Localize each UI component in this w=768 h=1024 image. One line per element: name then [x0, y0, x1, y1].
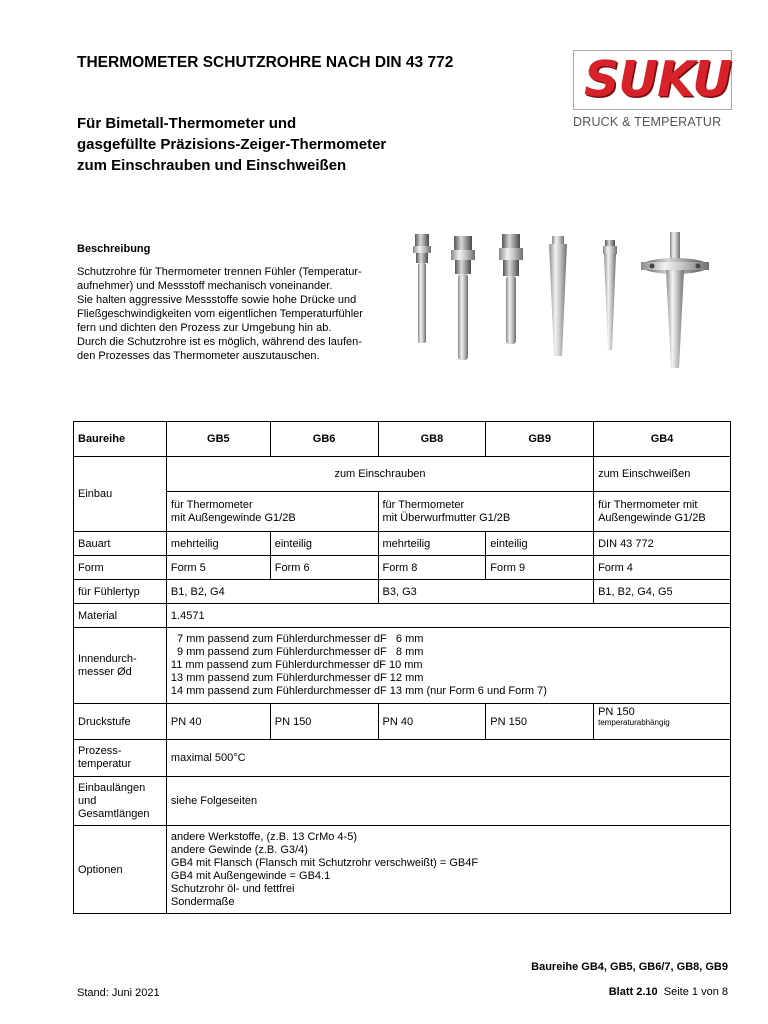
- table-cell: siehe Folgeseiten: [166, 777, 730, 826]
- table-cell: PN 40: [378, 704, 486, 740]
- label-optionen: Optionen: [74, 826, 167, 914]
- description-line: Sie halten aggressive Messstoffe sowie hohe Drücke und: [77, 294, 357, 306]
- text-line: GB4 mit Außengewinde = GB4.1: [170, 869, 331, 882]
- text-line: GB4 mit Flansch (Flansch mit Schutzrohr verschweißt) = GB4F: [170, 856, 479, 869]
- label-form: Form: [74, 556, 167, 580]
- table-cell: einteilig: [486, 532, 594, 556]
- text-line: PN 150: [598, 706, 635, 718]
- table-cell: mehrteilig: [378, 532, 486, 556]
- table-cell: Form 8: [378, 556, 486, 580]
- logo-frame: [573, 50, 732, 110]
- header-cell-gb8: GB8: [378, 422, 486, 457]
- text-line: temperatur: [78, 758, 132, 770]
- header-cell-gb4: GB4: [594, 422, 731, 457]
- text-line: messer Ød: [78, 665, 132, 678]
- subtitle-line: Für Bimetall-Thermometer und: [77, 115, 297, 132]
- table-cell: B1, B2, G4: [166, 580, 378, 604]
- text-line: andere Gewinde (z.B. G3/4): [170, 843, 308, 856]
- subtitle-line: gasgefüllte Präzisions-Zeiger-Thermometer: [77, 136, 387, 153]
- text-line: Innendurch-: [78, 652, 137, 665]
- description-line: Durch die Schutzrohre ist es möglich, während des laufen-: [77, 336, 362, 348]
- table-row-fuehlertyp: [74, 580, 731, 604]
- footer-sheet: Blatt 2.10: [608, 986, 658, 998]
- cell-zum-einschrauben: zum Einschrauben: [166, 457, 593, 492]
- subtitle-line: zum Einschrauben und Einschweißen: [77, 157, 347, 174]
- logo-wordmark: SUKU: [584, 51, 732, 108]
- text-line: 14 mm passend zum Fühlerdurchmesser dF 13 mm (nur Form 6 und Form 7): [170, 685, 547, 697]
- text-line: Schutzrohr öl- und fettfrei: [170, 882, 295, 895]
- text-line: für Thermometer: [382, 498, 465, 511]
- label-innendurchmesser: [74, 628, 167, 704]
- text-line: Prozess-: [78, 745, 122, 757]
- label-einbau: Einbau: [74, 457, 167, 532]
- text-line: andere Werkstoffe, (z.B. 13 CrMo 4-5): [170, 830, 357, 843]
- cell-einbau-gb5-gb6: [166, 492, 378, 532]
- text-line: für Thermometer: [170, 498, 253, 511]
- text-line: mit Überwurfmutter G1/2B: [382, 511, 511, 524]
- thermowell-gb9-image: [549, 236, 567, 356]
- header-cell-baureihe: Baureihe: [74, 422, 167, 457]
- description-line: Fließgeschwindigkeiten vom eigentlichen Temperaturfühler: [77, 308, 363, 320]
- text-line: 7 mm passend zum Fühlerdurchmesser dF 6 mm: [170, 633, 424, 645]
- table-cell-druckstufe-gb4: [594, 704, 731, 740]
- table-cell: PN 40: [166, 704, 270, 740]
- table-cell: Form 4: [594, 556, 731, 580]
- table-header-row: [74, 422, 731, 457]
- description-heading: Beschreibung: [77, 243, 151, 255]
- footer-page-info: [609, 986, 728, 998]
- header-cell-gb9: GB9: [486, 422, 594, 457]
- header-cell-gb6: GB6: [270, 422, 378, 457]
- label-material: Material: [74, 604, 167, 628]
- note-temperaturabhaengig: temperaturabhängig: [598, 718, 670, 727]
- description-line: fern und dichten den Prozess zur Umgebung hin ab.: [77, 322, 332, 334]
- table-row-laengen: [74, 777, 731, 826]
- table-cell: Form 5: [166, 556, 270, 580]
- header-cell-gb5: GB5: [166, 422, 270, 457]
- thermowell-form9-small-image: [603, 240, 617, 350]
- table-cell: B3, G3: [378, 580, 594, 604]
- cell-zum-einschweissen: zum Einschweißen: [594, 457, 731, 492]
- table-cell: maximal 500°C: [166, 740, 730, 777]
- text-line: Gesamtlängen: [78, 807, 150, 820]
- text-line: Sondermaße: [170, 895, 235, 908]
- cell-einbau-gb8-gb9: [378, 492, 594, 532]
- table-cell: Form 9: [486, 556, 594, 580]
- footer-date: Stand: Juni 2021: [77, 987, 160, 999]
- description-line: aufnehmer) und Messstoff mechanisch voneinander.: [77, 280, 333, 292]
- cell-innendurchmesser: [166, 628, 730, 704]
- table-cell: mehrteilig: [166, 532, 270, 556]
- label-prozesstemperatur: [74, 740, 167, 777]
- table-row-optionen: [74, 826, 731, 914]
- cell-einbau-gb4: [594, 492, 731, 532]
- thermowell-gb8-image: [499, 234, 523, 344]
- table-row-einbau-2: [74, 492, 731, 532]
- table-cell: PN 150: [486, 704, 594, 740]
- table-cell: Form 6: [270, 556, 378, 580]
- text-line: Einbaulängen: [78, 781, 146, 794]
- text-line: für Thermometer mit: [598, 498, 698, 511]
- thermowell-gb5-image: [413, 234, 431, 343]
- text-line: Außengewinde G1/2B: [598, 511, 706, 524]
- footer-page: Seite 1 von 8: [663, 986, 728, 998]
- label-laengen: [74, 777, 167, 826]
- cell-optionen: [166, 826, 730, 914]
- thermowell-product-photos: [402, 228, 728, 374]
- description-line: Schutzrohre für Thermometer trennen Fühler (Temperatur-: [77, 266, 362, 278]
- page-subtitle: [77, 113, 386, 176]
- specification-table: [73, 421, 731, 914]
- thermowell-gb6-image: [451, 236, 475, 360]
- table-cell: PN 150: [270, 704, 378, 740]
- table-cell: einteilig: [270, 532, 378, 556]
- label-bauart: Bauart: [74, 532, 167, 556]
- table-row-form: [74, 556, 731, 580]
- page-title: THERMOMETER SCHUTZROHRE NACH DIN 43 772: [77, 54, 454, 71]
- text-line: 11 mm passend zum Fühlerdurchmesser dF 10 mm: [170, 659, 423, 671]
- table-row-material: [74, 604, 731, 628]
- suku-logo: [573, 50, 733, 134]
- table-row-bauart: [74, 532, 731, 556]
- table-cell: DIN 43 772: [594, 532, 731, 556]
- label-fuehlertyp: für Fühlertyp: [74, 580, 167, 604]
- table-row-druckstufe: [74, 704, 731, 740]
- text-line: und: [78, 794, 97, 807]
- description-text: [77, 265, 397, 363]
- table-cell: B1, B2, G4, G5: [594, 580, 731, 604]
- table-row-prozesstemperatur: [74, 740, 731, 777]
- label-druckstufe: Druckstufe: [74, 704, 167, 740]
- description-line: den Prozesses das Thermometer auszutauschen.: [77, 350, 320, 362]
- text-line: 9 mm passend zum Fühlerdurchmesser dF 8 mm: [170, 646, 424, 658]
- table-cell: 1.4571: [166, 604, 730, 628]
- table-row-einbau-1: [74, 457, 731, 492]
- text-line: 13 mm passend zum Fühlerdurchmesser dF 12 mm: [170, 672, 424, 684]
- footer-series: Baureihe GB4, GB5, GB6/7, GB8, GB9: [531, 961, 728, 973]
- text-line: mit Außengewinde G1/2B: [170, 511, 296, 524]
- thermowell-gb4-flange-image: [641, 232, 709, 368]
- table-row-innendurchmesser: [74, 628, 731, 704]
- logo-tagline: DRUCK & TEMPERATUR: [573, 115, 722, 129]
